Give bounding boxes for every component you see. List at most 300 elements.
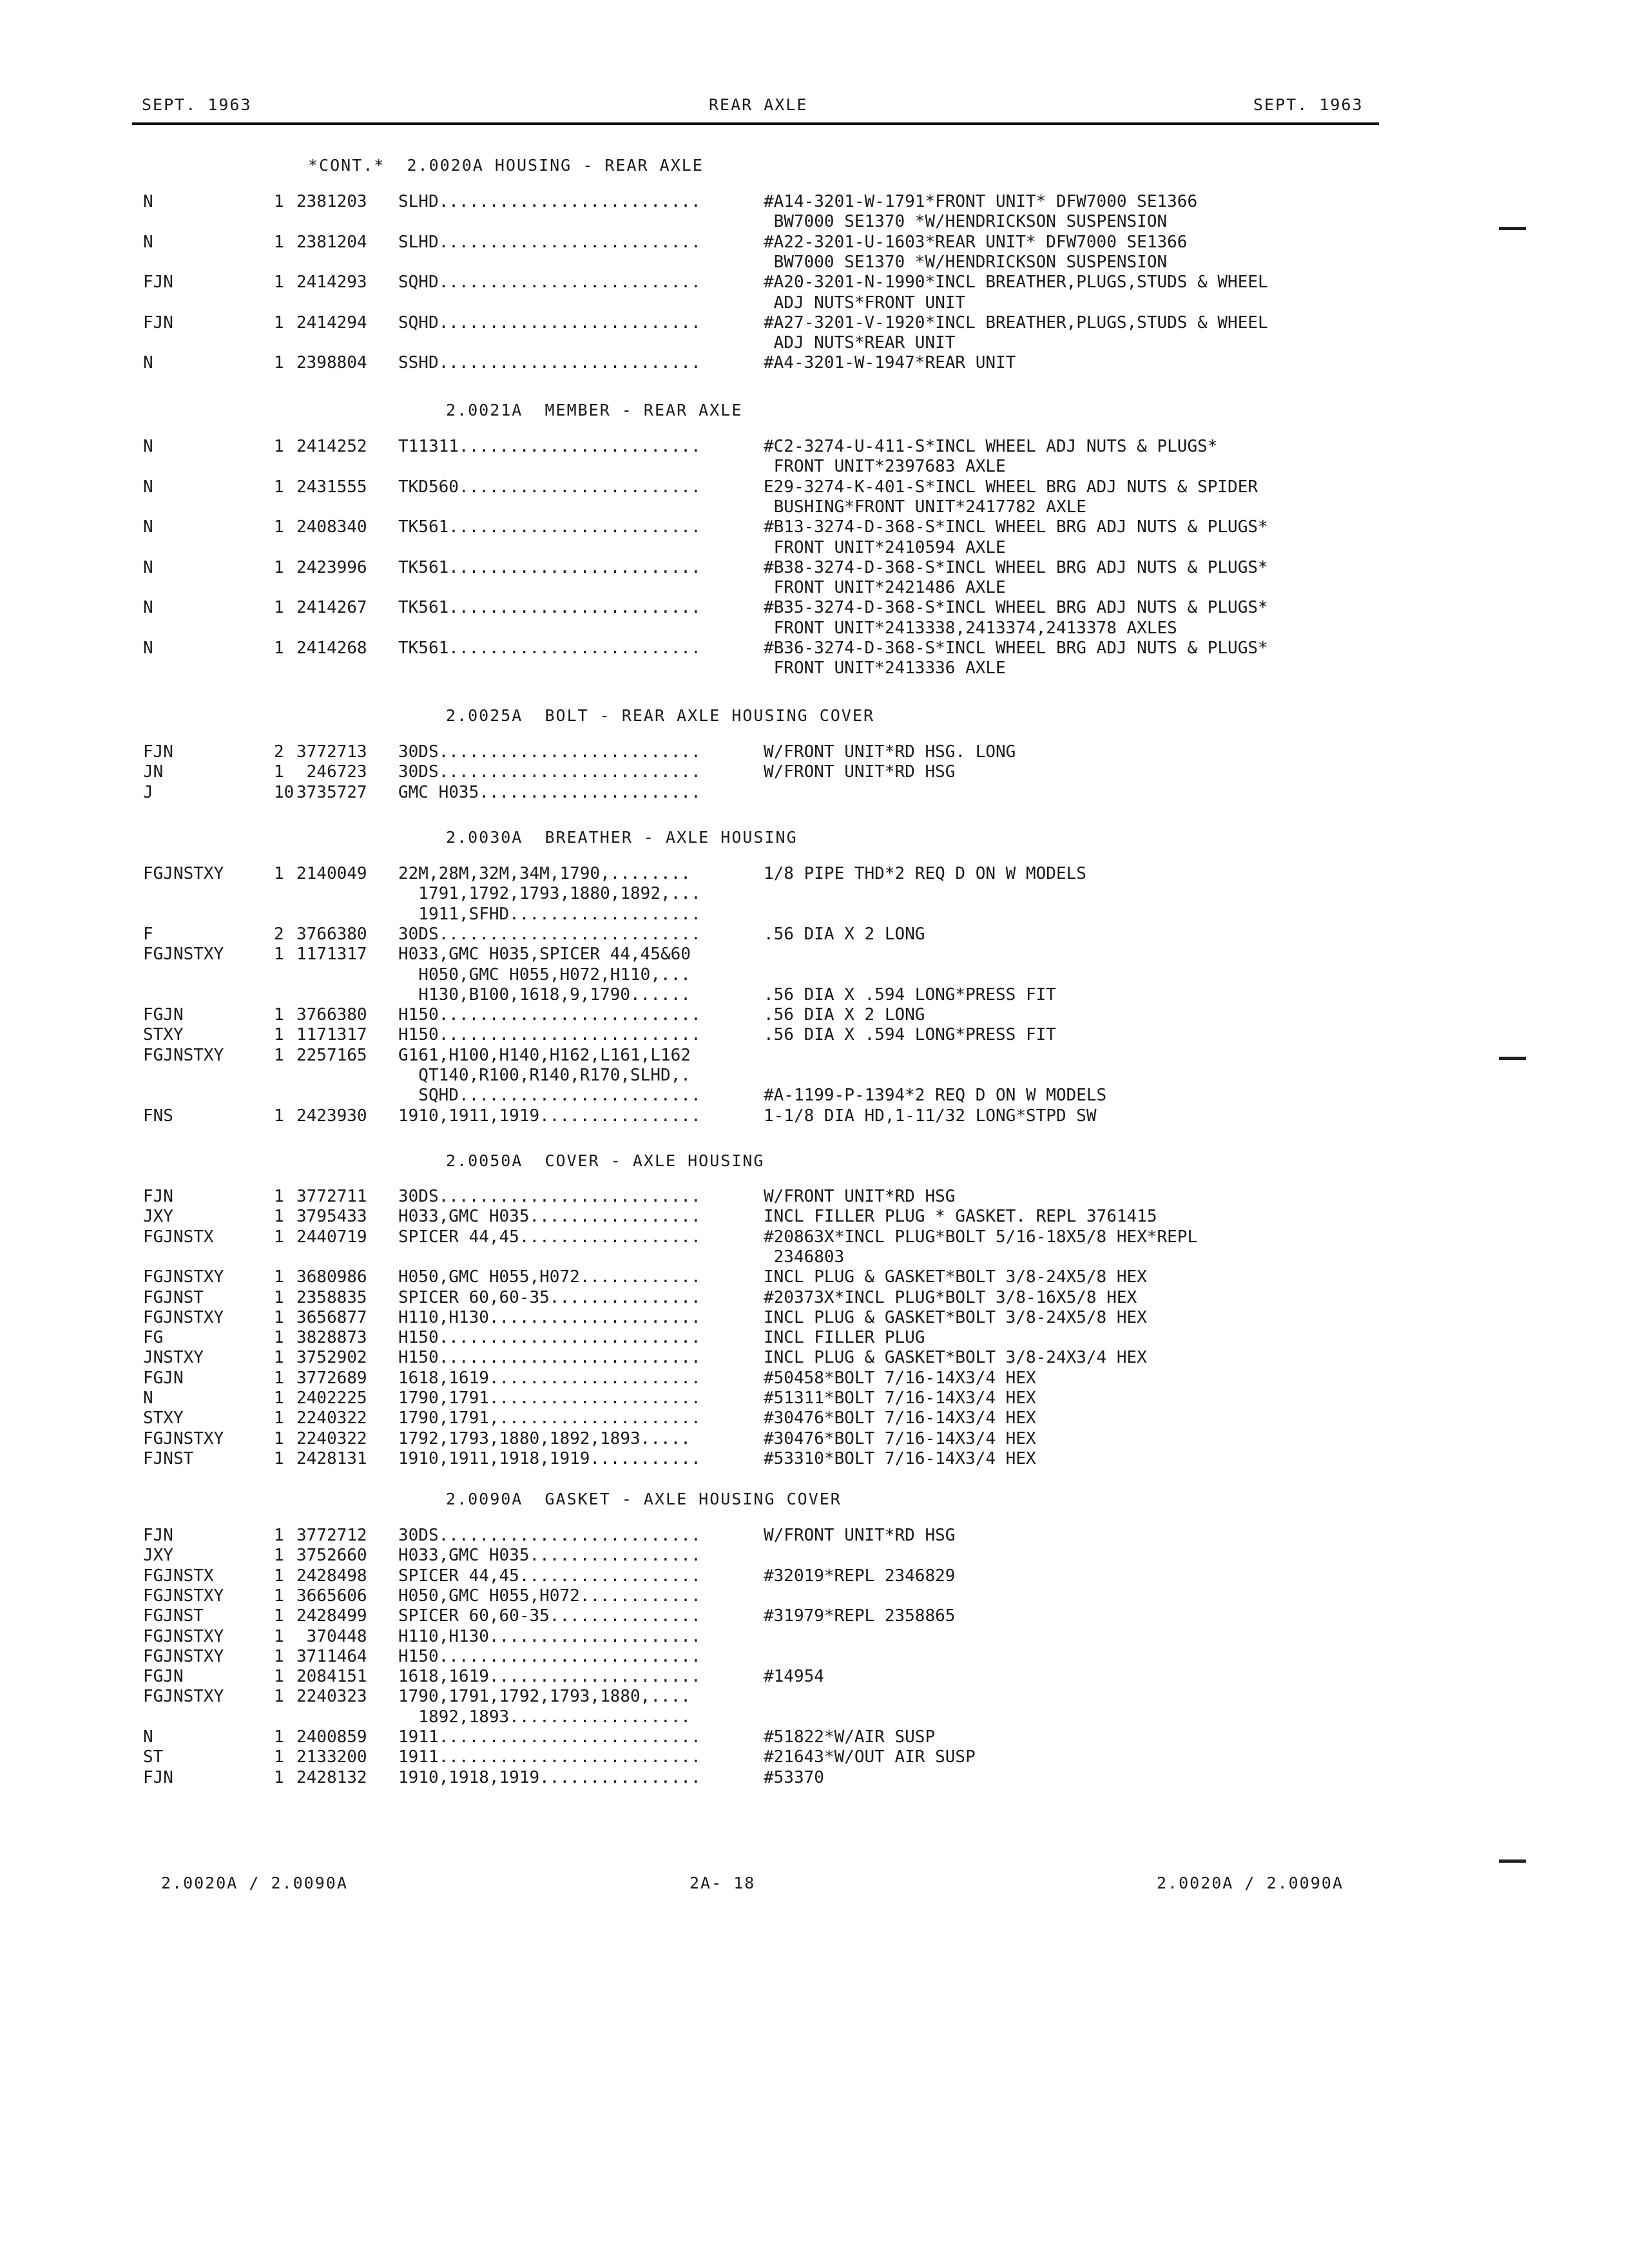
quantity: 1	[274, 1106, 284, 1126]
catalog-row	[0, 1086, 1629, 1106]
quantity: 1	[274, 517, 284, 537]
remarks: FRONT UNIT*2397683 AXLE	[764, 457, 1006, 477]
quantity: 1	[274, 312, 284, 332]
application: H033,GMC H035.................	[398, 1207, 701, 1227]
catalog-row	[0, 212, 1629, 232]
remarks: INCL PLUG & GASKET*BOLT 3/8-24X3/4 HEX	[764, 1348, 1147, 1368]
catalog-row	[0, 1627, 1629, 1647]
catalog-row	[0, 985, 1629, 1005]
catalog-row	[0, 1187, 1629, 1207]
application: H150..........................	[398, 1025, 701, 1045]
model-codes: N	[143, 437, 153, 456]
application: TK561.........................	[398, 639, 701, 658]
model-codes: FGJNSTXY	[143, 1267, 224, 1287]
remarks: INCL PLUG & GASKET*BOLT 3/8-24X5/8 HEX	[764, 1307, 1147, 1327]
application: SPICER 60,60-35...............	[398, 1287, 701, 1307]
catalog-row	[0, 192, 1629, 212]
catalog-row	[0, 925, 1629, 945]
remarks: #53370	[764, 1767, 824, 1787]
header-right-date: SEPT. 1963	[1253, 95, 1364, 114]
model-codes: FGJNSTXY	[143, 864, 224, 883]
catalog-row	[0, 864, 1629, 884]
catalog-row	[0, 1727, 1629, 1747]
catalog-row	[0, 1546, 1629, 1566]
application: 30DS..........................	[398, 742, 701, 762]
catalog-row	[0, 965, 1629, 985]
application: SQHD..........................	[398, 273, 701, 293]
application: 30DS..........................	[398, 924, 701, 944]
catalog-row	[0, 1308, 1629, 1328]
application: H130,B100,1618,9,1790......	[398, 985, 691, 1004]
model-codes: FG	[143, 1328, 164, 1348]
quantity: 1	[274, 1767, 284, 1787]
model-codes: N	[143, 639, 153, 658]
part-number: 2431555	[296, 477, 367, 497]
section-title-text: 2.0021A MEMBER - REAR AXLE	[446, 401, 743, 419]
catalog-row	[0, 437, 1629, 457]
catalog-row	[0, 477, 1629, 497]
remarks: .56 DIA X 2 LONG	[764, 1005, 925, 1025]
catalog-row	[0, 1046, 1629, 1066]
quantity: 1	[274, 639, 284, 658]
model-codes: FGJNSTXY	[143, 1307, 224, 1327]
part-number: 3735727	[296, 782, 367, 802]
margin-mark	[1499, 1860, 1526, 1863]
catalog-row	[0, 1449, 1629, 1469]
quantity: 1	[274, 1307, 284, 1327]
model-codes: N	[143, 232, 153, 252]
remarks: #B36-3274-D-368-S*INCL WHEEL BRG ADJ NUTS & PLUGS*	[764, 639, 1268, 658]
remarks: INCL PLUG & GASKET*BOLT 3/8-24X5/8 HEX	[764, 1267, 1147, 1287]
model-codes: N	[143, 598, 153, 618]
quantity: 2	[274, 924, 284, 944]
application: 30DS..........................	[398, 762, 701, 782]
remarks: FRONT UNIT*2410594 AXLE	[764, 537, 1006, 557]
application: 1911..........................	[398, 1727, 701, 1747]
application: SQHD........................	[398, 1086, 701, 1106]
remarks: FRONT UNIT*2413336 AXLE	[764, 658, 1006, 678]
footer-page-number: 2A- 18	[689, 1874, 756, 1892]
remarks: #20863X*INCL PLUG*BOLT 5/16-18X5/8 HEX*REPL	[764, 1227, 1198, 1247]
footer-left-range: 2.0020A / 2.0090A	[161, 1874, 348, 1892]
model-codes: JXY	[143, 1207, 173, 1227]
model-codes: FJN	[143, 273, 173, 293]
catalog-row	[0, 1227, 1629, 1247]
catalog-row	[0, 1768, 1629, 1788]
quantity: 1	[274, 1287, 284, 1307]
part-number: 2414294	[296, 312, 367, 332]
application: 1792,1793,1880,1892,1893.....	[398, 1428, 691, 1448]
application: T11311........................	[398, 437, 701, 456]
model-codes: FGJNSTXY	[143, 1045, 224, 1065]
remarks: #20373X*INCL PLUG*BOLT 3/8-16X5/8 HEX	[764, 1287, 1137, 1307]
remarks: #21643*W/OUT AIR SUSP	[764, 1747, 976, 1767]
catalog-row	[0, 558, 1629, 578]
quantity: 1	[274, 1045, 284, 1065]
part-number: 2240322	[296, 1408, 367, 1428]
remarks: #B13-3274-D-368-S*INCL WHEEL BRG ADJ NUTS & PLUGS*	[764, 517, 1268, 537]
remarks: INCL FILLER PLUG	[764, 1328, 925, 1348]
catalog-row	[0, 1005, 1629, 1025]
quantity: 1	[274, 1408, 284, 1428]
part-number: 246723	[296, 762, 367, 782]
remarks: .56 DIA X 2 LONG	[764, 924, 925, 944]
catalog-row	[0, 1707, 1629, 1727]
quantity: 1	[274, 477, 284, 497]
catalog-row	[0, 273, 1629, 293]
application: SLHD..........................	[398, 232, 701, 252]
catalog-row	[0, 762, 1629, 782]
remarks: 1/8 PIPE THD*2 REQ D ON W MODELS	[764, 864, 1086, 883]
remarks: 2346803	[764, 1247, 845, 1267]
remarks: #32019*REPL 2346829	[764, 1566, 956, 1586]
part-number: 3752660	[296, 1546, 367, 1566]
quantity: 1	[274, 1428, 284, 1448]
model-codes: JN	[143, 762, 164, 782]
remarks: #31979*REPL 2358865	[764, 1606, 956, 1626]
application: SPICER 44,45..................	[398, 1227, 701, 1247]
catalog-row	[0, 333, 1629, 353]
part-number: 3665606	[296, 1586, 367, 1606]
application: 1790,1791,1792,1793,1880,....	[398, 1687, 691, 1707]
catalog-row	[0, 1328, 1629, 1348]
application: 30DS..........................	[398, 1187, 701, 1206]
application: SPICER 44,45..................	[398, 1566, 701, 1586]
catalog-row	[0, 1066, 1629, 1086]
catalog-row	[0, 742, 1629, 762]
remarks: ADJ NUTS*REAR UNIT	[764, 333, 956, 353]
application: GMC H035......................	[398, 782, 701, 802]
quantity: 1	[274, 1566, 284, 1586]
model-codes: FGJNSTXY	[143, 1646, 224, 1666]
quantity: 1	[274, 1727, 284, 1747]
quantity: 1	[274, 1646, 284, 1666]
quantity: 1	[274, 864, 284, 883]
remarks: #50458*BOLT 7/16-14X3/4 HEX	[764, 1368, 1036, 1388]
catalog-row	[0, 517, 1629, 537]
catalog-row	[0, 1207, 1629, 1227]
application: H033,GMC H035.................	[398, 1546, 701, 1566]
catalog-row	[0, 945, 1629, 965]
catalog-row	[0, 457, 1629, 477]
quantity: 1	[274, 232, 284, 252]
quantity: 1	[274, 192, 284, 211]
part-number: 3752902	[296, 1348, 367, 1368]
quantity: 1	[274, 1348, 284, 1368]
application: H050,GMC H055,H072............	[398, 1267, 701, 1287]
catalog-row	[0, 1247, 1629, 1267]
remarks: #51311*BOLT 7/16-14X3/4 HEX	[764, 1389, 1036, 1408]
remarks: W/FRONT UNIT*RD HSG	[764, 1526, 956, 1545]
model-codes: FJN	[143, 1187, 173, 1206]
quantity: 1	[274, 1747, 284, 1767]
catalog-row	[0, 1667, 1629, 1687]
remarks: #30476*BOLT 7/16-14X3/4 HEX	[764, 1428, 1036, 1448]
application: H150..........................	[398, 1348, 701, 1368]
model-codes: FJN	[143, 1526, 173, 1545]
remarks: #B38-3274-D-368-S*INCL WHEEL BRG ADJ NUTS & PLUGS*	[764, 557, 1268, 577]
application: TK561.........................	[398, 598, 701, 618]
quantity: 1	[274, 1526, 284, 1545]
model-codes: FGJNSTXY	[143, 1626, 224, 1646]
part-number: 2084151	[296, 1667, 367, 1687]
model-codes: N	[143, 557, 153, 577]
quantity: 1	[274, 1389, 284, 1408]
footer-right-range: 2.0020A / 2.0090A	[1157, 1874, 1344, 1892]
catalog-row	[0, 1369, 1629, 1389]
application: H150..........................	[398, 1646, 701, 1666]
model-codes: F	[143, 924, 153, 944]
application: 1911..........................	[398, 1747, 701, 1767]
model-codes: N	[143, 1389, 153, 1408]
application: H033,GMC H035,SPICER 44,45&60	[398, 945, 691, 965]
model-codes: JNSTXY	[143, 1348, 204, 1368]
remarks: #A27-3201-V-1920*INCL BREATHER,PLUGS,STUDS & WHEEL	[764, 312, 1268, 332]
catalog-row	[0, 598, 1629, 618]
application: QT140,R100,R140,R170,SLHD,.	[398, 1066, 691, 1085]
remarks: ADJ NUTS*FRONT UNIT	[764, 293, 966, 312]
remarks: BUSHING*FRONT UNIT*2417782 AXLE	[764, 497, 1086, 517]
part-number: 2414252	[296, 437, 367, 456]
catalog-row	[0, 1267, 1629, 1287]
part-number: 3772689	[296, 1368, 367, 1388]
application: 1892,1893..................	[398, 1707, 691, 1727]
part-number: 2428499	[296, 1606, 367, 1626]
part-number: 3766380	[296, 924, 367, 944]
remarks: BW7000 SE1370 *W/HENDRICKSON SUSPENSION	[764, 212, 1168, 232]
quantity: 1	[274, 273, 284, 293]
application: 1910,1911,1919................	[398, 1106, 701, 1126]
quantity: 1	[274, 557, 284, 577]
part-number: 2257165	[296, 1045, 367, 1065]
remarks: E29-3274-K-401-S*INCL WHEEL BRG ADJ NUTS & SPIDER	[764, 477, 1258, 497]
catalog-row	[0, 578, 1629, 598]
part-number: 2381204	[296, 232, 367, 252]
section-title-text: 2.0050A COVER - AXLE HOUSING	[446, 1151, 765, 1170]
part-number: 3766380	[296, 1005, 367, 1025]
catalog-row	[0, 1348, 1629, 1368]
model-codes: J	[143, 782, 153, 802]
application: H110,H130.....................	[398, 1626, 701, 1646]
quantity: 1	[274, 1227, 284, 1247]
remarks: #A4-3201-W-1947*REAR UNIT	[764, 353, 1016, 373]
catalog-row	[0, 658, 1629, 678]
application: 30DS..........................	[398, 1526, 701, 1545]
quantity: 1	[274, 437, 284, 456]
model-codes: STXY	[143, 1408, 184, 1428]
quantity: 1	[274, 1606, 284, 1626]
catalog-row	[0, 1526, 1629, 1546]
model-codes: JXY	[143, 1546, 173, 1566]
catalog-row	[0, 253, 1629, 273]
catalog-row	[0, 538, 1629, 558]
remarks: #51822*W/AIR SUSP	[764, 1727, 936, 1747]
part-number: 2398804	[296, 353, 367, 373]
model-codes: N	[143, 517, 153, 537]
quantity: 10	[274, 782, 294, 802]
part-number: 3711464	[296, 1646, 367, 1666]
remarks: FRONT UNIT*2421486 AXLE	[764, 578, 1006, 598]
catalog-row	[0, 1389, 1629, 1408]
remarks: #A22-3201-U-1603*REAR UNIT* DFW7000 SE1366	[764, 232, 1188, 252]
part-number: 3828873	[296, 1328, 367, 1348]
model-codes: FGJNSTXY	[143, 1687, 224, 1707]
quantity: 1	[274, 1187, 284, 1206]
catalog-row	[0, 1106, 1629, 1126]
application: H050,GMC H055,H072,H110,...	[398, 965, 691, 985]
part-number: 2423996	[296, 557, 367, 577]
quantity: 1	[274, 945, 284, 965]
remarks: FRONT UNIT*2413338,2413374,2413378 AXLES	[764, 618, 1177, 638]
application: 1790,1791.....................	[398, 1389, 701, 1408]
catalog-row	[0, 884, 1629, 904]
application: H150..........................	[398, 1005, 701, 1025]
application: 1618,1619.....................	[398, 1368, 701, 1388]
model-codes: FJN	[143, 742, 173, 762]
catalog-row	[0, 293, 1629, 313]
application: H110,H130.....................	[398, 1307, 701, 1327]
application: 1791,1792,1793,1880,1892,...	[398, 884, 701, 904]
application: H050,GMC H055,H072............	[398, 1586, 701, 1606]
remarks: W/FRONT UNIT*RD HSG. LONG	[764, 742, 1016, 762]
header-rule	[132, 122, 1379, 125]
catalog-row	[0, 1025, 1629, 1045]
model-codes: FGJN	[143, 1667, 184, 1687]
catalog-row	[0, 1288, 1629, 1308]
remarks: INCL FILLER PLUG * GASKET. REPL 3761415	[764, 1207, 1157, 1227]
section-title-text: 2.0030A BREATHER - AXLE HOUSING	[446, 828, 798, 847]
quantity: 1	[274, 1546, 284, 1566]
quantity: 1	[274, 1025, 284, 1045]
model-codes: FGJNSTXY	[143, 945, 224, 965]
part-number: 2408340	[296, 517, 367, 537]
part-number: 2400859	[296, 1727, 367, 1747]
model-codes: FGJN	[143, 1368, 184, 1388]
quantity: 1	[274, 1207, 284, 1227]
quantity: 1	[274, 1448, 284, 1468]
application: 1911,SFHD...................	[398, 904, 701, 924]
remarks: #A20-3201-N-1990*INCL BREATHER,PLUGS,STUDS & WHEEL	[764, 273, 1268, 293]
part-number: 2381203	[296, 192, 367, 211]
catalog-row	[0, 1747, 1629, 1767]
header-left-date: SEPT. 1963	[142, 95, 252, 114]
catalog-row	[0, 233, 1629, 253]
remarks: 1-1/8 DIA HD,1-11/32 LONG*STPD SW	[764, 1106, 1097, 1126]
part-number: 2414267	[296, 598, 367, 618]
quantity: 2	[274, 742, 284, 762]
model-codes: FGJNSTXY	[143, 1428, 224, 1448]
application: 1910,1911,1918,1919...........	[398, 1448, 701, 1468]
section-title-text: 2.0090A GASKET - AXLE HOUSING COVER	[446, 1490, 842, 1508]
model-codes: N	[143, 1727, 153, 1747]
part-number: 2133200	[296, 1747, 367, 1767]
remarks: #14954	[764, 1667, 824, 1687]
quantity: 1	[274, 1368, 284, 1388]
catalog-row	[0, 639, 1629, 658]
model-codes: FJN	[143, 312, 173, 332]
part-number: 2423930	[296, 1106, 367, 1126]
part-number: 2428132	[296, 1767, 367, 1787]
part-number: 2240322	[296, 1428, 367, 1448]
quantity: 1	[274, 1328, 284, 1348]
part-number: 2428498	[296, 1566, 367, 1586]
catalog-row	[0, 1647, 1629, 1667]
remarks: #30476*BOLT 7/16-14X3/4 HEX	[764, 1408, 1036, 1428]
part-number: 3772711	[296, 1187, 367, 1206]
catalog-row	[0, 1408, 1629, 1428]
part-number: 2414293	[296, 273, 367, 293]
remarks: #53310*BOLT 7/16-14X3/4 HEX	[764, 1448, 1036, 1468]
quantity: 1	[274, 1267, 284, 1287]
application: 1910,1918,1919................	[398, 1767, 701, 1787]
part-number: 2414268	[296, 639, 367, 658]
quantity: 1	[274, 762, 284, 782]
model-codes: STXY	[143, 1025, 184, 1045]
part-number: 3772713	[296, 742, 367, 762]
remarks: .56 DIA X .594 LONG*PRESS FIT	[764, 985, 1056, 1004]
catalog-row	[0, 1566, 1629, 1586]
section-title-text: *CONT.* 2.0020A HOUSING - REAR AXLE	[308, 156, 704, 175]
remarks: W/FRONT UNIT*RD HSG	[764, 1187, 956, 1206]
remarks: #C2-3274-U-411-S*INCL WHEEL ADJ NUTS & PLUGS*	[764, 437, 1218, 456]
quantity: 1	[274, 353, 284, 373]
model-codes: FJNST	[143, 1448, 194, 1468]
remarks: W/FRONT UNIT*RD HSG	[764, 762, 956, 782]
remarks: #B35-3274-D-368-S*INCL WHEEL BRG ADJ NUTS & PLUGS*	[764, 598, 1268, 618]
catalog-row	[0, 905, 1629, 925]
margin-mark	[1499, 1057, 1526, 1060]
part-number: 1171317	[296, 1025, 367, 1045]
application: 22M,28M,32M,34M,1790,........	[398, 864, 691, 883]
quantity: 1	[274, 1005, 284, 1025]
margin-mark	[1499, 227, 1526, 230]
remarks: #A-1199-P-1394*2 REQ D ON W MODELS	[764, 1086, 1107, 1106]
model-codes: N	[143, 353, 153, 373]
application: SQHD..........................	[398, 312, 701, 332]
model-codes: N	[143, 477, 153, 497]
model-codes: FGJN	[143, 1005, 184, 1025]
catalog-row	[0, 619, 1629, 639]
application: TK561.........................	[398, 517, 701, 537]
quantity: 1	[274, 1667, 284, 1687]
catalog-row	[0, 1586, 1629, 1606]
application: 1790,1791,....................	[398, 1408, 701, 1428]
quantity: 1	[274, 1687, 284, 1707]
quantity: 1	[274, 1626, 284, 1646]
part-number: 2440719	[296, 1227, 367, 1247]
header-title: REAR AXLE	[709, 95, 808, 114]
catalog-row	[0, 1687, 1629, 1707]
remarks: #A14-3201-W-1791*FRONT UNIT* DFW7000 SE1366	[764, 192, 1198, 211]
application: SLHD..........................	[398, 192, 701, 211]
part-number: 2240323	[296, 1687, 367, 1707]
model-codes: FGJNSTXY	[143, 1586, 224, 1606]
model-codes: FGJNSTX	[143, 1566, 214, 1586]
model-codes: FJN	[143, 1767, 173, 1787]
part-number: 2402225	[296, 1389, 367, 1408]
remarks: BW7000 SE1370 *W/HENDRICKSON SUSPENSION	[764, 252, 1168, 272]
application: G161,H100,H140,H162,L161,L162	[398, 1045, 691, 1065]
application: SPICER 60,60-35...............	[398, 1606, 701, 1626]
model-codes: FGJNSTX	[143, 1227, 214, 1247]
model-codes: N	[143, 192, 153, 211]
quantity: 1	[274, 598, 284, 618]
quantity: 1	[274, 1586, 284, 1606]
catalog-row	[0, 497, 1629, 517]
model-codes: ST	[143, 1747, 164, 1767]
model-codes: FGJNST	[143, 1287, 204, 1307]
part-number: 1171317	[296, 945, 367, 965]
